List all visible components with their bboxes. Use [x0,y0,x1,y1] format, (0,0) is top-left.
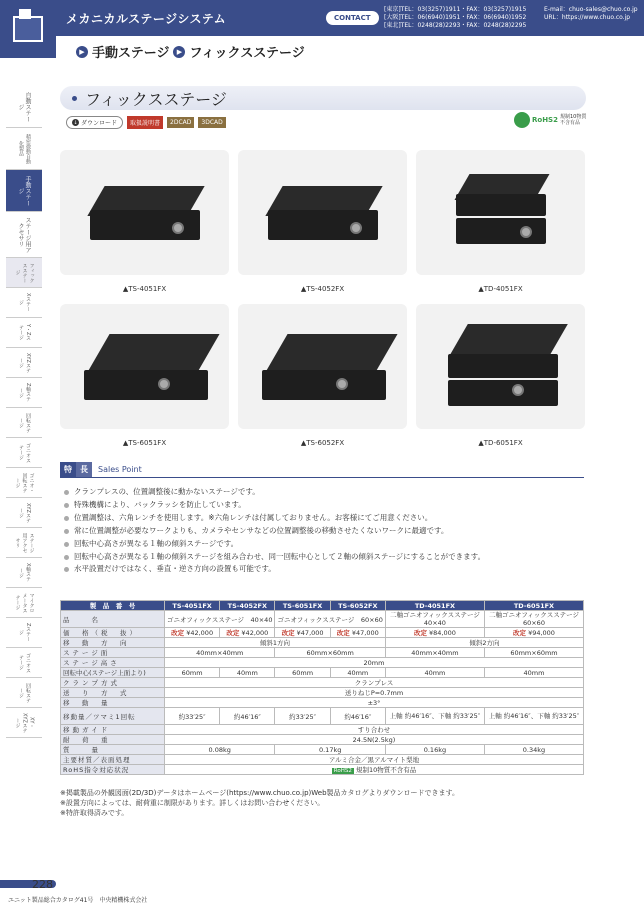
caption-text: TS-6052FX [306,439,345,447]
table-cell: 40mm [385,668,484,678]
table-cell: 40mm [220,668,275,678]
photo-caption-2: ▲TS-4052FX [300,285,345,293]
price-tag: 改定 [171,629,185,637]
price-tag: 改定 [336,629,350,637]
row-label: 移 動 量 [61,698,165,708]
caption-text: TD-4051FX [483,285,523,293]
caption-text: TD-6051FX [483,439,523,447]
table-cell: 60mm [275,668,330,678]
cad2d-tag[interactable]: 2DCAD [167,117,194,128]
row-label: ステージ高さ [61,658,165,668]
list-item: 回転中心高さが異なる１軸の傾斜ステージを組み合わせ、同一回転中心として２軸の傾斜ステージにすることができます。 [64,551,584,564]
table-cell: 傾斜2方向 [385,638,583,648]
product-photo-4 [60,304,229,429]
table-row [61,638,584,648]
tab-manual-stage[interactable]: 手動ステージ [6,170,42,212]
table-cell [220,628,275,638]
tab-xyz-stage[interactable]: XYZステージ [6,348,42,378]
product-photo-2 [238,150,407,275]
table-cell: 20mm [165,658,584,668]
table-cell: 約46′16″ [330,708,385,725]
tab-x-axis[interactable]: X軸ステージ [6,558,42,588]
col-header: 製 品 番 号 [61,601,165,611]
table-cell [275,628,330,638]
table-cell: 約33′25″ [165,708,220,725]
price: ¥84,000 [429,629,456,637]
contact-url[interactable]: URL：https://www.chuo.co.jp [544,14,631,21]
table-cell [330,628,385,638]
price: ¥42,000 [241,629,269,637]
row-label: 移 動 方 向 [61,638,165,648]
table-row [61,755,584,765]
price-tag: 改定 [512,629,526,637]
table-cell: 0.08kg [165,745,275,755]
table-cell: 0.16kg [385,745,484,755]
breadcrumb [76,42,305,61]
col-header: TD-4051FX [385,601,484,611]
tab-auto-stage[interactable]: 自動ステージ [6,86,42,128]
table-cell: 0.34kg [484,745,583,755]
table-cell [165,765,584,775]
price: ¥94,000 [528,629,555,637]
note: ※掲載製品の外観図面(2D/3D)データはホームページ(https://www.chuo.co.jp)Web製品カタログよりダウンロードできます。 [60,789,459,797]
tab-gonio2[interactable]: ゴニオステージ [6,648,42,678]
tab-gonio-rot[interactable]: ゴニオ・回転ステージ [6,468,42,498]
row-label: 移動量／ツマミ1回転 [61,708,165,725]
feature-key2: 長 [76,462,92,477]
col-header: TS-4052FX [220,601,275,611]
photo-caption-1: ▲TS-4051FX [122,285,167,293]
tab-gonio[interactable]: ゴニオステージ [6,438,42,468]
tab-accessory[interactable]: ステージ用アクセサリ [6,212,42,258]
row-label: RoHS指令対応状況 [61,765,165,775]
table-cell: ゴニオフィックスステージ 60×60 [275,611,385,628]
caption-text: TS-4052FX [306,285,345,293]
contact-web [544,6,638,22]
arrow-right-icon: ▶ [173,46,185,58]
feature-key1: 特 [60,462,76,477]
breadcrumb-manual[interactable]: 手動ステージ [92,46,170,61]
tab-xyz2[interactable]: XYZステージ [6,498,42,528]
table-row [61,708,584,725]
table-row [61,648,584,658]
contact-tohoku: [東北]TEL：0248(28)2293・FAX：0248(28)2295 [384,22,527,29]
notes [60,788,459,818]
tab-precision[interactable]: 精密微動自動化製品 [6,128,42,170]
download-row [66,116,226,129]
spec-table [60,600,584,775]
caption-text: TS-4051FX [128,285,167,293]
footer-text: ユニット製品総合カタログ41号 中央精機株式会社 [8,897,148,904]
table-cell: ゴニオフィックスステージ 40×40 [165,611,275,628]
contact-tokyo: [東京]TEL：03(3257)1911・FAX：03(3257)1915 [384,6,527,13]
table-cell [385,628,484,638]
table-cell: すり合わせ [165,725,584,735]
tab-xy-xyz[interactable]: XY・XYZステージ [6,708,42,738]
product-photo-1 [60,150,229,275]
table-row [61,628,584,638]
table-cell: 60mm×60mm [484,648,583,658]
row-label: 質 量 [61,745,165,755]
table-cell: 二軸ゴニオフィックスステージ 40×40 [385,611,484,628]
download-button[interactable] [66,116,123,129]
table-cell: 60mm×60mm [275,648,385,658]
price-tag: 改定 [413,629,427,637]
cad3d-tag[interactable]: 3DCAD [198,117,225,128]
row-label: 耐 荷 重 [61,735,165,745]
table-cell: 60mm [165,668,220,678]
table-cell: 24.5N(2.5kg) [165,735,584,745]
category-tabs [6,86,42,738]
price: ¥47,000 [351,629,379,637]
tab-rotation[interactable]: 回転ステージ [6,408,42,438]
section-title: フィックスステージ [85,89,227,109]
list-item: 常に位置調整が必要なワークよりも、カメラやセンサなどの位置調整後の移動させたくないワークに最適です。 [64,525,584,538]
photo-caption-3: ▲TD-4051FX [478,285,523,293]
rohs-value: 規制10物質不含有品 [355,766,417,774]
table-cell: 二軸ゴニオフィックスステージ 60×60 [484,611,583,628]
table-row [61,725,584,735]
sidebar [0,0,56,914]
tab-z2[interactable]: Zステージ [6,618,42,648]
row-label: ステージ面 [61,648,165,658]
tab-rotation2[interactable]: 回転ステージ [6,678,42,708]
tab-accessory2[interactable]: ステージ用アクセサリ [6,528,42,558]
col-header: TS-6051FX [275,601,330,611]
table-row [61,658,584,668]
arrow-right-icon: ▶ [76,46,88,58]
brand-logo [0,0,56,58]
rohs-badge [514,112,586,128]
header-title: メカニカルステージシステム [66,11,227,26]
price: ¥47,000 [296,629,324,637]
product-photo-6 [416,304,585,429]
table-cell: 約46′16″ [220,708,275,725]
table-cell: 40mm×40mm [385,648,484,658]
list-item: 水平設置だけではなく、垂直・逆さ方向の設置も可能です。 [64,563,584,576]
row-label: 主要材質／表面処理 [61,755,165,765]
list-item: 位置調整は、六角レンチを使用します。※六角レンチは付属しておりません。お客様にてご用意ください。 [64,512,584,525]
table-row [61,698,584,708]
tab-fix-stage[interactable]: フィックスステージ [6,258,42,288]
rohs-tag: RoHS2 [333,768,352,774]
table-cell: アルミ合金／黒アルマイト梨地 [165,755,584,765]
list-item: 回転中心高さが異なる１軸の傾斜ステージです。 [64,538,584,551]
row-label: クランプ方式 [61,678,165,688]
download-label: ダウンロード [81,120,118,127]
bullet-dot-icon [72,96,77,101]
contact-button[interactable]: CONTACT [326,11,379,25]
price: ¥42,000 [186,629,214,637]
row-label: 移動ガイド [61,725,165,735]
table-row [61,735,584,745]
note: ※特許取得済みです。 [60,809,129,817]
contact-osaka: [大阪]TEL：06(6940)1951・FAX：06(6940)1952 [384,14,527,21]
table-cell: 約33′25″ [275,708,330,725]
features-header [60,462,584,478]
rohs-note [560,114,586,126]
tab-x-stage[interactable]: Xステージ [6,288,42,318]
photo-caption-5: ▲TS-6052FX [300,439,345,447]
table-cell: 40mm [484,668,583,678]
list-item: 特殊機構により、バックラッシを防止しています。 [64,499,584,512]
row-label: 品 名 [61,611,165,628]
table-cell: 上軸 約46′16″、下軸 約33′25″ [385,708,484,725]
tab-yz-stage[interactable]: Y・Zステージ [6,318,42,348]
rohs-note1: 規制10物質 [559,114,587,120]
note: ※設置方向によっては、耐荷重に制限があります。詳しくはお問い合わせください。 [60,799,325,807]
rohs-icon [514,112,530,128]
photo-caption-4: ▲TS-6051FX [122,439,167,447]
page-header [56,0,644,36]
row-label: 回転中心(ステージ上面より) [61,668,165,678]
table-header-row [61,601,584,611]
table-row [61,688,584,698]
table-row [61,611,584,628]
table-cell: 上軸 約46′16″、下軸 約33′25″ [484,708,583,725]
table-row [61,668,584,678]
tab-micrometer[interactable]: マイクロメータステージ [6,588,42,618]
table-cell: 0.17kg [275,745,385,755]
table-cell: クランプレス [165,678,584,688]
price-tag: 改定 [226,629,240,637]
table-cell: 送りねじP=0.7mm [165,688,584,698]
row-label: 送 り 方 式 [61,688,165,698]
breadcrumb-fix[interactable]: フィックスステージ [189,46,305,61]
table-row [61,765,584,775]
table-cell: 40mm [330,668,385,678]
col-header: TS-6052FX [330,601,385,611]
rohs-note2: 不含有品 [559,120,580,126]
caption-text: TS-6051FX [128,439,167,447]
photo-caption-6: ▲TD-6051FX [478,439,523,447]
contact-phones [384,6,526,30]
table-row [61,745,584,755]
contact-email[interactable]: E-mail：chuo-sales@chuo.co.jp [544,6,638,13]
download-icon: ↓ [73,119,78,126]
col-header: TS-4051FX [165,601,220,611]
table-cell: 40mm×40mm [165,648,275,658]
manual-tag[interactable]: 取扱説明書 [127,116,163,129]
product-photo-3 [416,150,585,275]
table-cell [165,628,220,638]
rohs-label: RoHS2 [532,116,558,124]
tab-z-stage[interactable]: Z軸ステージ [6,378,42,408]
feature-sub: Sales Point [98,465,142,474]
col-header: TD-6051FX [484,601,583,611]
table-cell: 傾斜1方向 [165,638,386,648]
price-tag: 改定 [281,629,295,637]
page-number: 228 [32,878,53,891]
row-label: 価 格（税 抜） [61,628,165,638]
table-row [61,678,584,688]
product-photo-5 [238,304,407,429]
table-cell: ±3° [165,698,584,708]
list-item: クランプレスの、位置調整後に動かないステージです。 [64,486,584,499]
feature-list [64,486,584,576]
table-cell [484,628,583,638]
section-title-bar [60,86,586,110]
